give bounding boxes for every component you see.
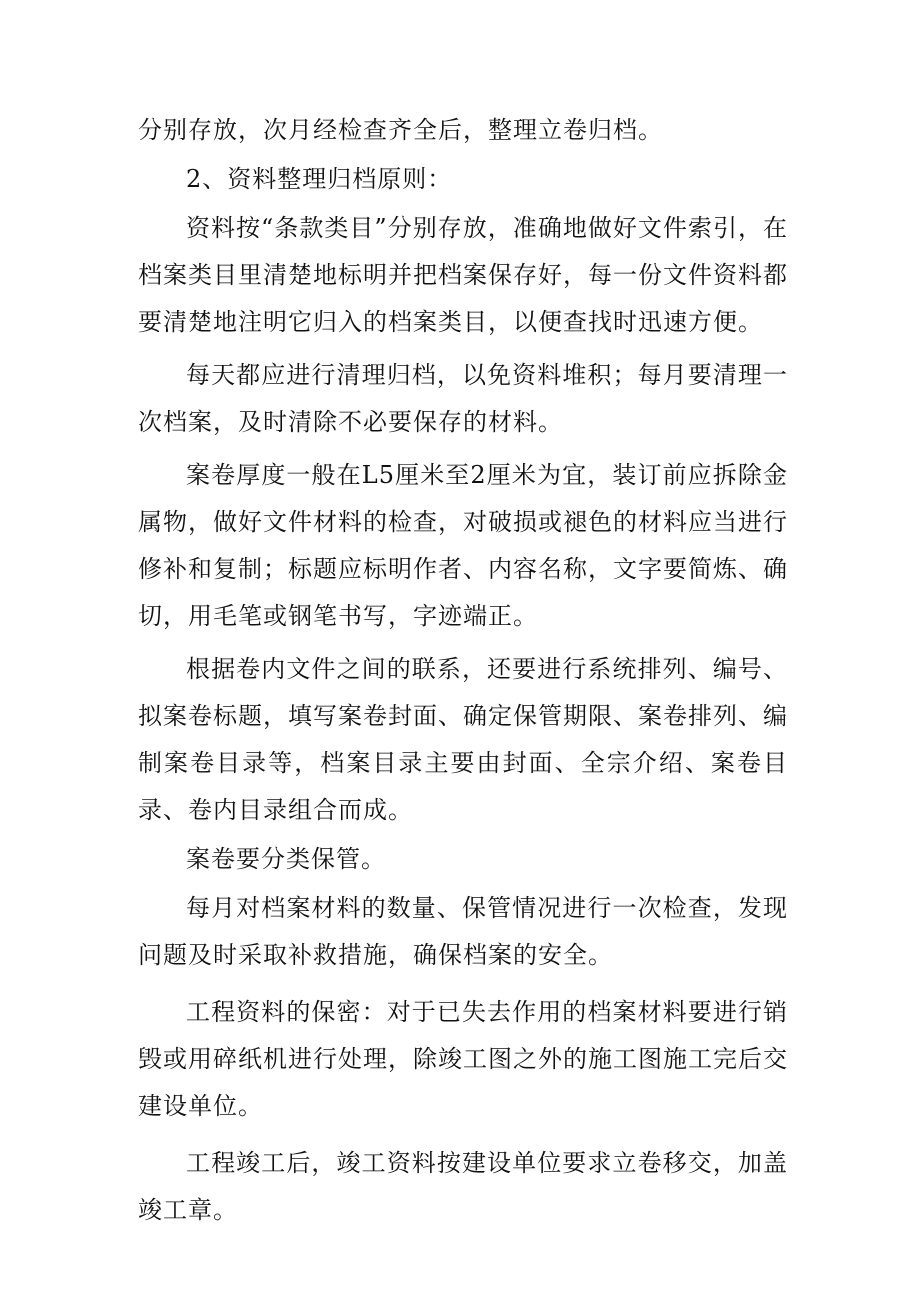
paragraph-continuation: 分别存放，次月经检查齐全后，整理立卷归档。 — [138, 116, 663, 144]
paragraph: 每天都应进行清理归档，以免资料堆积；每月要清理一次档案，及时清除不必要保存的材料。 — [138, 361, 788, 436]
paragraph: 案卷要分类保管。 — [186, 845, 386, 873]
section-heading: 2、资料整理归档原则： — [186, 165, 453, 193]
paragraph: 工程资料的保密：对于已失去作用的档案材料要进行销毁或用碎纸机进行处理，除竣工图之外的施工图施工完后交建设单位。 — [138, 998, 788, 1120]
paragraph: 根据卷内文件之间的联系，还要进行系统排列、编号、拟案卷标题，填写案卷封面、确定保管期限、案卷排列、编制案卷目录等，档案目录主要由封面、全宗介绍、案卷目录、卷内目录组合而成。 — [138, 655, 788, 824]
paragraph: 资料按“条款类目”分别存放，准确地做好文件索引，在档案类目里清楚地标明并把档案保存好，每一份文件资料都要清楚地注明它归入的档案类目，以便查找时迅速方便。 — [138, 214, 788, 336]
document-body — [138, 107, 788, 1234]
paragraph: 工程竣工后，竣工资料按建设单位要求立卷移交，加盖竣工章。 — [138, 1149, 788, 1224]
paragraph: 每月对档案材料的数量、保管情况进行一次检查，发现问题及时采取补救措施，确保档案的安全。 — [138, 894, 788, 969]
paragraph: 案卷厚度一般在L5厘米至2厘米为宜，装订前应拆除金属物，做好文件材料的检查，对破损或褪色的材料应当进行修补和复制；标题应标明作者、内容名称，文字要简炼、确切，用毛笔或钢笔书写，字迹端正。 — [138, 461, 788, 630]
